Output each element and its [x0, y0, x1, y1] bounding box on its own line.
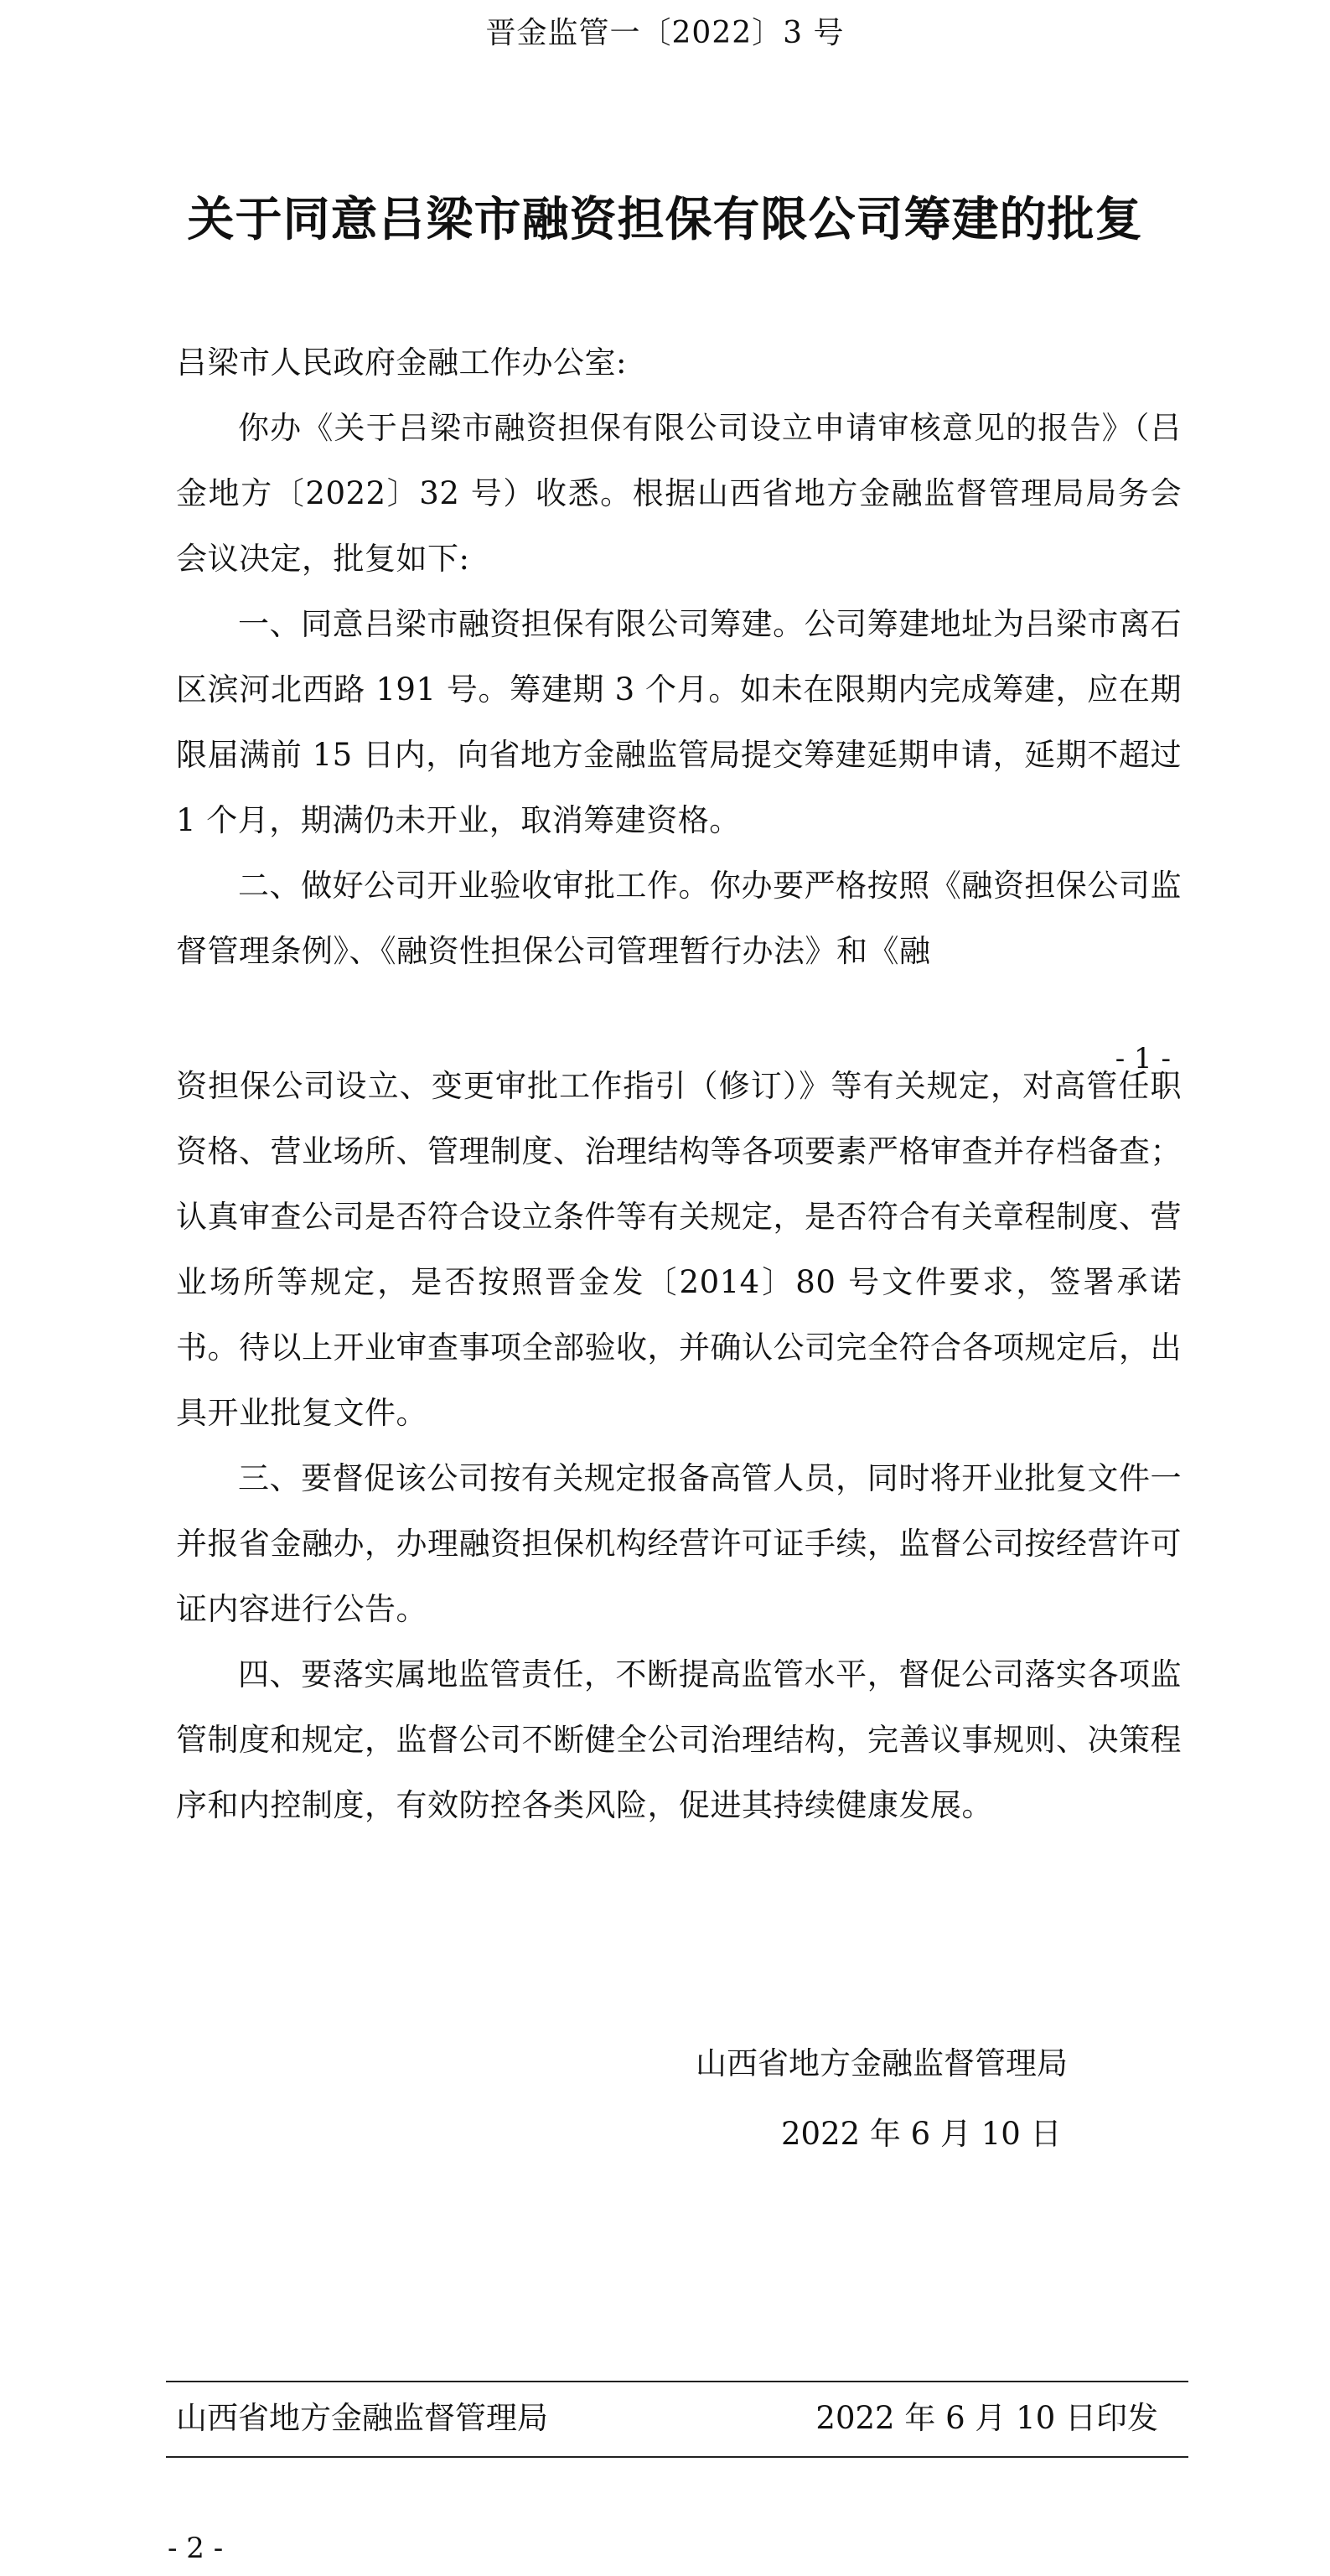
page2-body: [176, 1054, 1182, 1838]
paragraph-item-2: 二、做好公司开业验收审批工作。你办要严格按照《融资担保公司监督管理条例》、《融资性担保公司管理暂行办法》和《融: [176, 868, 1182, 969]
footer-issuer: 山西省地方金融监督管理局: [176, 2400, 548, 2436]
footer-issue-date: 2022 年 6 月 10 日印发: [815, 2400, 1158, 2436]
paragraph-item-4: 四、要落实属地监管责任，不断提高监管水平，督促公司落实各项监管制度和规定，监督公司不断健全公司治理结构，完善议事规则、决策程序和内控制度，有效防控各类风险，促进其持续健康发展。: [176, 1656, 1182, 1823]
paragraph-item-1: 一、同意吕梁市融资担保有限公司筹建。公司筹建地址为吕梁市离石区滨河北西路 191 号。筹建期 3 个月。如未在限期内完成筹建，应在期限届满前 15 日内，向省地方金融监管局提交筹建延期申请，延期不超过 1 个月，期满仍未开业，取消筹建资格。: [176, 606, 1182, 838]
paragraph-item-3: 三、要督促该公司按有关规定报备高管人员，同时将开业批复文件一并报省金融办，办理融资担保机构经营许可证手续，监督公司按经营许可证内容进行公告。: [176, 1460, 1182, 1627]
page1-body: [176, 396, 1182, 984]
paragraph-intro: 你办《关于吕梁市融资担保有限公司设立申请审核意见的报告》（吕金地方〔2022〕32 号）收悉。根据山西省地方金融监督管理局局务会会议决定，批复如下:: [176, 410, 1182, 577]
footer-rule-bottom: [166, 2456, 1188, 2458]
page-number-1: - 1 -: [1115, 1042, 1171, 1075]
document-title: 关于同意吕梁市融资担保有限公司筹建的批复: [187, 192, 1143, 247]
addressee: 吕梁市人民政府金融工作办公室:: [176, 345, 627, 381]
footer-rule-top: [166, 2381, 1188, 2382]
doc-number: 晋金监管一〔2022〕3 号: [485, 16, 845, 50]
signature-organization: 山西省地方金融监督管理局: [696, 2045, 1068, 2081]
signature-block: [696, 2029, 1068, 2169]
paragraph-item-2-continued: 资担保公司设立、变更审批工作指引（修订）》等有关规定，对高管任职资格、营业场所、管理制度、治理结构等各项要素严格审查并存档备查；认真审查公司是否符合设立条件等有关规定，是否符合有关章程制度、营业场所等规定，是否按照晋金发〔2014〕80 号文件要求，签署承诺书。待以上开业审查事项全部验收，并确认公司完全符合各项规定后，出具开业批复文件。: [176, 1068, 1182, 1431]
signature-date: 2022 年 6 月 10 日: [781, 2116, 1062, 2152]
page-number-2: - 2 -: [168, 2532, 224, 2565]
